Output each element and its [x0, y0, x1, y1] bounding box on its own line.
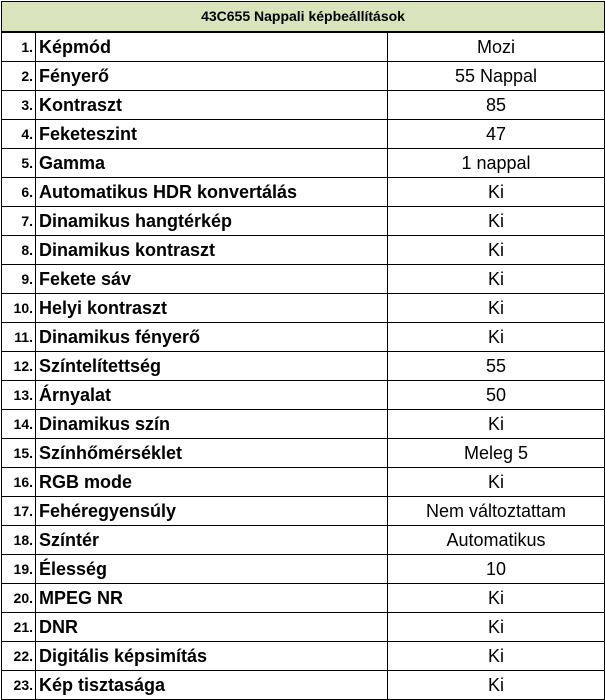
row-number: 12. — [2, 352, 36, 381]
row-number: 6. — [2, 178, 36, 207]
setting-value: Ki — [388, 410, 605, 439]
setting-name: Fekete sáv — [36, 265, 388, 294]
row-number: 9. — [2, 265, 36, 294]
row-number: 2. — [2, 62, 36, 91]
setting-name: Feketeszint — [36, 120, 388, 149]
setting-name: Kép tisztasága — [36, 671, 388, 700]
setting-name: Dinamikus hangtérkép — [36, 207, 388, 236]
setting-name: Fehéregyensúly — [36, 497, 388, 526]
setting-row — [2, 91, 605, 120]
setting-name: RGB mode — [36, 468, 388, 497]
row-number: 19. — [2, 555, 36, 584]
setting-name: Dinamikus szín — [36, 410, 388, 439]
setting-row — [2, 584, 605, 613]
setting-row — [2, 410, 605, 439]
setting-name: DNR — [36, 613, 388, 642]
row-number: 14. — [2, 410, 36, 439]
setting-value: Ki — [388, 207, 605, 236]
setting-value: Mozi — [388, 32, 605, 62]
setting-value: 47 — [388, 120, 605, 149]
row-number: 1. — [2, 32, 36, 62]
row-number: 3. — [2, 91, 36, 120]
setting-value: Ki — [388, 642, 605, 671]
row-number: 4. — [2, 120, 36, 149]
setting-value: 1 nappal — [388, 149, 605, 178]
setting-value: Ki — [388, 584, 605, 613]
setting-value: 55 — [388, 352, 605, 381]
setting-value: 50 — [388, 381, 605, 410]
setting-value: Nem változtattam — [388, 497, 605, 526]
row-number: 15. — [2, 439, 36, 468]
picture-settings-table — [1, 1, 605, 700]
setting-row — [2, 32, 605, 62]
row-number: 23. — [2, 671, 36, 700]
setting-row — [2, 642, 605, 671]
setting-name: Kontraszt — [36, 91, 388, 120]
row-number: 20. — [2, 584, 36, 613]
setting-row — [2, 381, 605, 410]
setting-value: Ki — [388, 671, 605, 700]
setting-value: Automatikus — [388, 526, 605, 555]
setting-name: MPEG NR — [36, 584, 388, 613]
setting-row — [2, 323, 605, 352]
setting-value: Ki — [388, 178, 605, 207]
setting-name: Automatikus HDR konvertálás — [36, 178, 388, 207]
setting-name: Színhőmérséklet — [36, 439, 388, 468]
setting-name: Árnyalat — [36, 381, 388, 410]
row-number: 22. — [2, 642, 36, 671]
row-number: 8. — [2, 236, 36, 265]
setting-row — [2, 526, 605, 555]
setting-value: 55 Nappal — [388, 62, 605, 91]
setting-row — [2, 149, 605, 178]
settings-table-body — [2, 2, 605, 700]
setting-value: Ki — [388, 265, 605, 294]
setting-name: Gamma — [36, 149, 388, 178]
row-number: 10. — [2, 294, 36, 323]
setting-value: Ki — [388, 323, 605, 352]
row-number: 16. — [2, 468, 36, 497]
setting-row — [2, 468, 605, 497]
row-number: 7. — [2, 207, 36, 236]
setting-value: Ki — [388, 294, 605, 323]
setting-name: Helyi kontraszt — [36, 294, 388, 323]
row-number: 21. — [2, 613, 36, 642]
setting-value: Meleg 5 — [388, 439, 605, 468]
row-number: 13. — [2, 381, 36, 410]
setting-value: Ki — [388, 468, 605, 497]
setting-row — [2, 497, 605, 526]
setting-row — [2, 439, 605, 468]
table-title: 43C655 Nappali képbeállítások — [2, 2, 605, 33]
setting-row — [2, 352, 605, 381]
setting-row — [2, 207, 605, 236]
setting-name: Színtér — [36, 526, 388, 555]
setting-value: Ki — [388, 236, 605, 265]
setting-name: Dinamikus kontraszt — [36, 236, 388, 265]
setting-row — [2, 613, 605, 642]
setting-value: 85 — [388, 91, 605, 120]
setting-row — [2, 120, 605, 149]
row-number: 5. — [2, 149, 36, 178]
setting-row — [2, 62, 605, 91]
row-number: 18. — [2, 526, 36, 555]
setting-name: Képmód — [36, 32, 388, 62]
setting-row — [2, 555, 605, 584]
setting-row — [2, 671, 605, 700]
table-title-row — [2, 2, 605, 33]
setting-name: Színtelítettség — [36, 352, 388, 381]
setting-row — [2, 265, 605, 294]
setting-name: Élesség — [36, 555, 388, 584]
setting-value: Ki — [388, 613, 605, 642]
setting-row — [2, 236, 605, 265]
setting-name: Fényerő — [36, 62, 388, 91]
row-number: 11. — [2, 323, 36, 352]
setting-row — [2, 294, 605, 323]
setting-name: Digitális képsimítás — [36, 642, 388, 671]
setting-value: 10 — [388, 555, 605, 584]
setting-name: Dinamikus fényerő — [36, 323, 388, 352]
row-number: 17. — [2, 497, 36, 526]
setting-row — [2, 178, 605, 207]
